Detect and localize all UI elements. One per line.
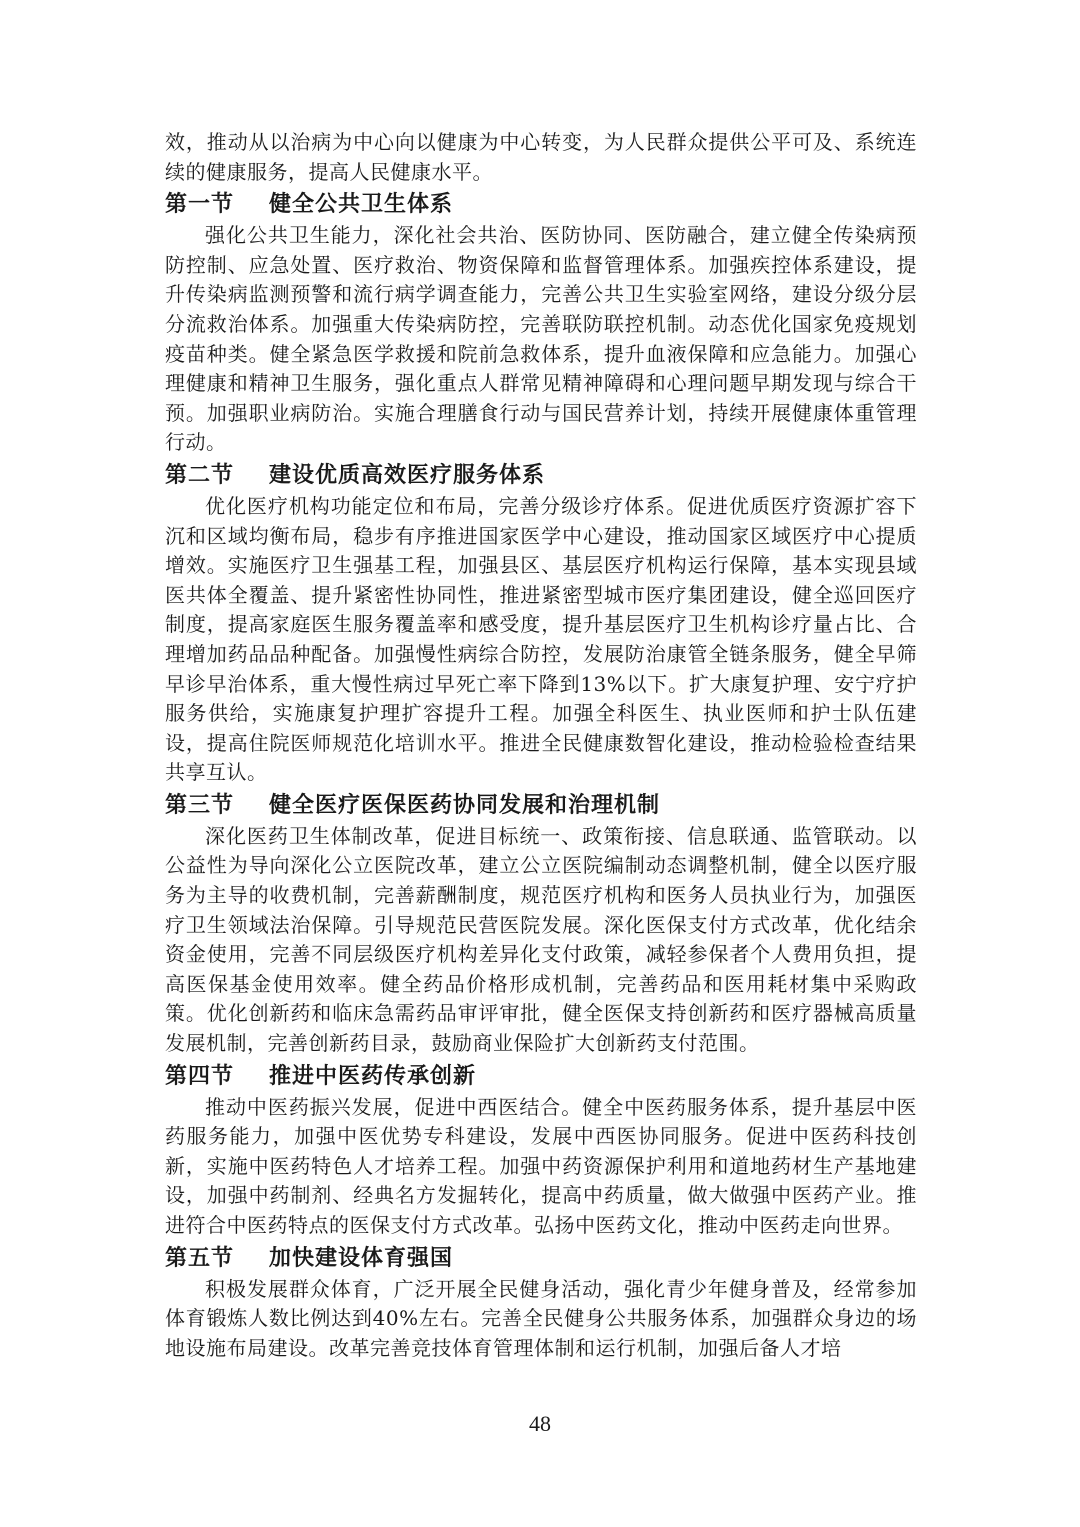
- section-heading-3: [165, 790, 917, 821]
- section-title: 健全医疗医保医药协同发展和治理机制: [269, 792, 661, 818]
- section-heading-1: [165, 189, 917, 220]
- section-title: 健全公共卫生体系: [269, 192, 454, 218]
- section-number: 第三节: [165, 792, 235, 818]
- section-heading-2: [165, 460, 917, 491]
- section-number: 第一节: [165, 192, 235, 218]
- section-paragraph-3: 深化医药卫生体制改革，促进目标统一、政策衔接、信息联通、监管联动。以公益性为导向深化公立医院改革，建立公立医院编制动态调整机制，健全以医疗服务为主导的收费机制，完善薪酬制度，规范医疗机构和医务人员执业行为，加强医疗卫生领域法治保障。引导规范民营医院发展。深化医保支付方式改革，优化结余资金使用，完善不同层级医疗机构差异化支付政策，减轻参保者个人费用负担，提高医保基金使用效率。健全药品价格形成机制，完善药品和医用耗材集中采购政策。优化创新药和临床急需药品审评审批，健全医保支持创新药和医疗器械高质量发展机制，完善创新药目录，鼓励商业保险扩大创新药支付范围。: [165, 823, 917, 1056]
- page-body: [165, 128, 917, 1363]
- intro-paragraph: 效，推动从以治病为中心向以健康为中心转变，为人民群众提供公平可及、系统连续的健康服务，提高人民健康水平。: [165, 130, 917, 184]
- section-paragraph-4: 推动中医药振兴发展，促进中西医结合。健全中医药服务体系，提升基层中医药服务能力，加强中医优势专科建设，发展中西医协同服务。促进中医药科技创新，实施中医药特色人才培养工程。加强中药资源保护利用和道地药材生产基地建设，加强中药制剂、经典名方发掘转化，提高中药质量，做大做强中医药产业。推进符合中医药特点的医保支付方式改革。弘扬中医药文化，推动中医药走向世界。: [165, 1094, 917, 1237]
- section-heading-4: [165, 1061, 917, 1092]
- section-number: 第四节: [165, 1063, 235, 1089]
- section-title: 推进中医药传承创新: [269, 1063, 477, 1089]
- section-title: 建设优质高效医疗服务体系: [269, 462, 546, 488]
- section-number: 第二节: [165, 462, 235, 488]
- section-paragraph-5: 积极发展群众体育，广泛开展全民健身活动，强化青少年健身普及，经常参加体育锻炼人数比例达到40%左右。完善全民健身公共服务体系，加强群众身边的场地设施布局建设。改革完善竞技体育管理体制和运行机制，加强后备人才培: [165, 1276, 917, 1360]
- section-heading-5: [165, 1243, 917, 1274]
- section-paragraph-2: 优化医疗机构功能定位和布局，完善分级诊疗体系。促进优质医疗资源扩容下沉和区域均衡布局，稳步有序推进国家医学中心建设，推动国家区域医疗中心提质增效。实施医疗卫生强基工程，加强县区、基层医疗机构运行保障，基本实现县域医共体全覆盖、提升紧密性协同性，推进紧密型城市医疗集团建设，健全巡回医疗制度，提高家庭医生服务覆盖率和感受度，提升基层医疗卫生机构诊疗量占比、合理增加药品品种配备。加强慢性病综合防控，发展防治康管全链条服务，健全早筛早诊早治体系，重大慢性病过早死亡率下降到13%以下。扩大康复护理、安宁疗护服务供给，实施康复护理扩容提升工程。加强全科医生、执业医师和护士队伍建设，提高住院医师规范化培训水平。推进全民健康数智化建设，推动检验检查结果共享互认。: [165, 493, 917, 785]
- page-number: 48: [529, 1411, 551, 1436]
- section-number: 第五节: [165, 1245, 235, 1271]
- section-paragraph-1: 强化公共卫生能力，深化社会共治、医防协同、医防融合，建立健全传染病预防控制、应急处置、医疗救治、物资保障和监督管理体系。加强疾控体系建设，提升传染病监测预警和流行病学调查能力，完善公共卫生实验室网络，建设分级分层分流救治体系。加强重大传染病防控，完善联防联控机制。动态优化国家免疫规划疫苗种类。健全紧急医学救援和院前急救体系，提升血液保障和应急能力。加强心理健康和精神卫生服务，强化重点人群常见精神障碍和心理问题早期发现与综合干预。加强职业病防治。实施合理膳食行动与国民营养计划，持续开展健康体重管理行动。: [165, 223, 917, 455]
- section-title: 加快建设体育强国: [269, 1245, 454, 1271]
